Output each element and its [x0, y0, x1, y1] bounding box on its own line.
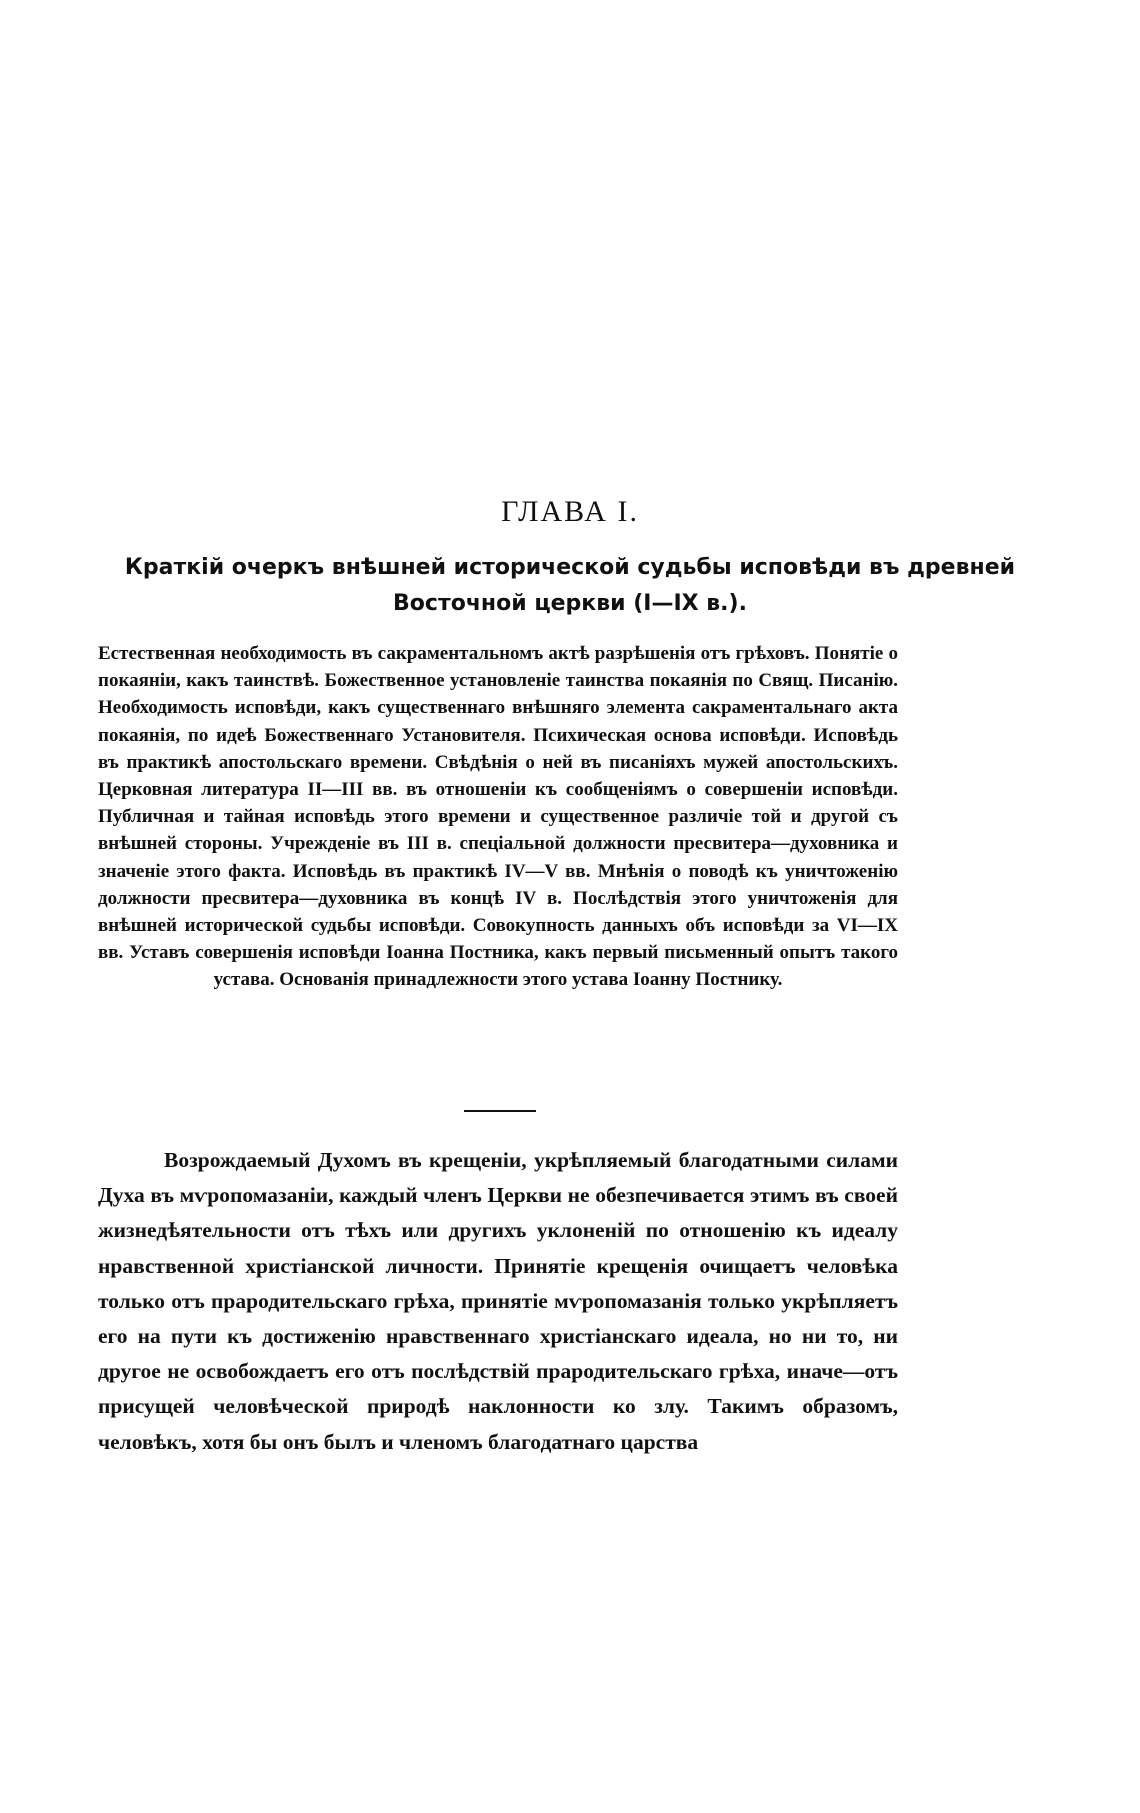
chapter-title: ГЛАВА I.: [501, 495, 639, 528]
chapter-summary: Естественная необходимость въ сакраментальномъ актѣ разрѣшенія отъ грѣховъ. Понятіе о покаяніи, какъ таинствѣ. Божественное установленіе таинства покаянія по Свящ. Писанію. Необходимость исповѣди, какъ существеннаго внѣшняго элемента сакраментальнаго акта покаянія, по идеѣ Божественнаго Установителя. Психическая основа исповѣди. Исповѣдь въ практикѣ апостольскаго времени. Свѣдѣнія о ней въ писаніяхъ мужей апостольскихъ. Церковная литература II—III вв. въ отношеніи къ сообщеніямъ о совершеніи исповѣди. Публичная и тайная исповѣдь этого времени и существенное различіе той и другой съ внѣшней стороны. Учрежденіе въ III в. спеціальной должности пресвитера—духовника и значеніе этого факта. Исповѣдь въ практикѣ IV—V вв. Мнѣнія о поводѣ къ уничтоженію должности пресвитера—духовника въ концѣ IV в. Послѣдствія этого уничтоженія для внѣшней исторической судьбы исповѣди. Совокупность данныхъ объ исповѣди за VI—IX вв. Уставъ совершенія исповѣди Іоанна Постника, какъ первый письменный опытъ такого устава. Основанія принадлежности этого устава Іоанну Постнику.: [98, 643, 898, 991]
section-divider: [464, 1110, 536, 1112]
chapter-subtitle: Краткій очеркъ внѣшней исторической судьбы исповѣди въ древней Восточной церкви (I—IX в.).: [124, 555, 1016, 616]
body-paragraph: Возрождаемый Духомъ въ крещеніи, укрѣпляемый благодатными силами Духа въ мѵропомазаніи, каждый членъ Церкви не обезпечивается этимъ въ своей жизнедѣятельности отъ тѣхъ или другихъ уклоненій по отношенію къ идеалу нравственной христіанской личности. Принятіе крещенія очищаетъ человѣка только отъ прародительскаго грѣха, принятіе мѵропомазанія только укрѣпляетъ его на пути къ достиженію нравственнаго христіанскаго идеала, но ни то, ни другое не освобождаетъ его отъ послѣдствій прародительскаго грѣха, иначе—отъ присущей человѣческой природѣ наклонности ко злу. Такимъ образомъ, человѣкъ, хотя бы онъ былъ и членомъ благодатнаго царства: [98, 1148, 898, 1454]
